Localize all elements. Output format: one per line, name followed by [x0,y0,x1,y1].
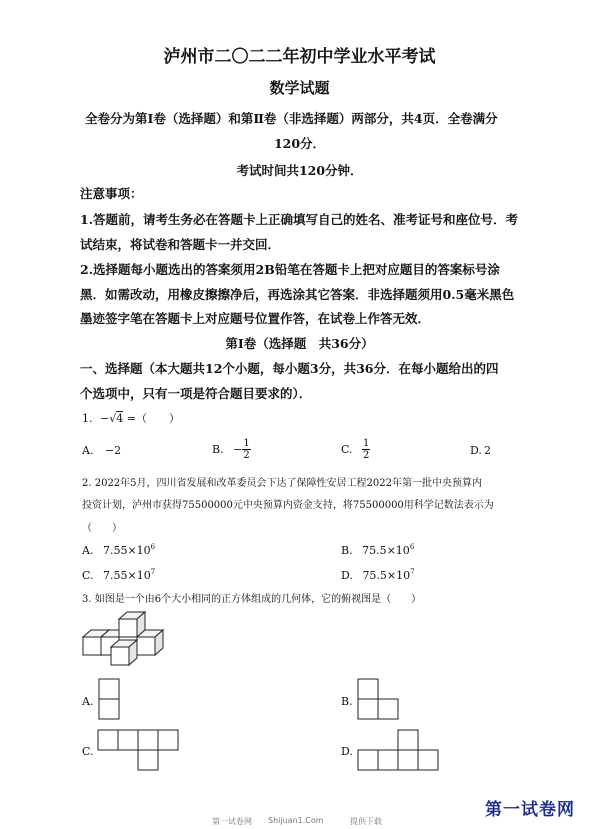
notice-line: 2.选择题每小题选出的答案须用2B铅笔在答题卡上把对应题目的答案标号涂 [80,262,500,277]
option-base: 75.5×10 [362,569,411,582]
option-exponent: 6 [409,543,415,551]
q3-option-c-label: C. [82,745,94,758]
exam-subtitle: 数学试题 [269,79,330,97]
q1-option-c [341,438,370,461]
option-base: 7.55×10 [103,569,151,582]
info-line-2: 120分． [273,136,326,151]
notice-line: 墨迹签字笔在答题卡上对应题号位置作答，在试卷上作答无效． [80,311,431,326]
q3-option-d-figure [357,729,447,775]
question-2-line: 2. 2022年5月，四川省发展和改革委员会下达了保障性安居工程2022年第一批中央预算内 [82,478,482,489]
q3-option-b-label: B. [341,695,353,708]
notice-line: 1.答题前，请考生务必在答题卡上正确填写自己的姓名、准考证号和座位号．考 [80,212,519,227]
numerator: 1 [363,438,370,449]
option-label: A. [82,444,94,457]
question-2-line: 投资计划，泸州市获得75500000元中央预算内资金支持，将75500000用科学记数法表示为 [82,500,494,511]
option-exponent: 7 [410,568,415,576]
fraction [362,438,370,461]
option-sign: − [233,443,243,456]
radicand: 4 [116,412,124,425]
option-base: 7.55×10 [102,544,151,557]
question-number: 1. [82,412,93,425]
option-exponent: 6 [150,543,156,551]
option-base: 75.5×10 [362,544,410,557]
denominator: 2 [363,450,370,461]
q3-option-d-label: D. [341,745,353,758]
notice-line: 试结束，将试卷和答题卡一并交回． [80,237,281,252]
option-exponent: 7 [150,568,156,576]
footer-site-url: Shijuan1.Com [268,816,324,825]
q1-option-b [212,438,251,461]
q2-option-d [341,568,415,582]
option-label: D. [341,569,353,582]
option-label: A. [82,544,94,557]
question-2-line: （ ） [82,523,122,534]
option-value: 2 [483,444,491,457]
cube [111,640,137,665]
exam-title: 泸州市二〇二二年初中学业水平考试 [163,47,436,67]
notice-heading: 注意事项： [80,186,143,201]
option-label: B. [341,544,353,557]
q1-option-a [82,444,121,457]
fraction [242,438,250,461]
option-value: −2 [104,444,122,457]
q2-option-c [82,568,155,582]
footer-download-note: 提供下载 [350,817,382,826]
footer-site-name: 第一试卷网 [212,817,252,826]
info-line-3: 考试时间共120分钟． [236,163,363,178]
numerator: 1 [243,438,250,449]
q1-option-d [470,444,491,457]
q2-option-b [341,543,414,557]
option-label: D. [470,444,482,457]
q3-option-b-figure [357,678,407,722]
question-stem: =（ ） [126,412,180,425]
q3-option-a-label: A. [82,695,94,708]
part1-heading: 第Ⅰ卷（选择题 共36分） [225,336,374,351]
radical-sign: √ [109,412,117,425]
q3-option-a-figure [98,678,123,722]
brand-logo: 第一试卷网 [485,800,575,820]
cube-solid-figure [80,610,190,670]
question-3: 3. 如图是一个由6个大小相同的正方体组成的几何体，它的俯视图是（ ） [82,594,422,605]
info-line-1: 全卷分为第Ⅰ卷（选择题）和第Ⅱ卷（非选择题）两部分，共4页．全卷满分 [85,111,498,126]
cube [137,630,163,655]
option-label: C. [82,569,94,582]
q2-option-a [82,543,155,557]
part1-instruction-2: 个选项中，只有一项是符合题目要求的）． [80,386,312,401]
question-1 [82,410,180,426]
part1-instruction-1: 一、选择题（本大题共12个小题，每小题3分，共36分．在每小题给出的四 [80,361,499,376]
option-label: C. [341,443,353,456]
negative-sign: − [100,412,110,425]
denominator: 2 [243,450,250,461]
q3-option-c-figure [97,729,187,775]
option-label: B. [212,443,224,456]
notice-line: 黑．如需改动，用橡皮擦擦净后，再选涂其它答案．非选择题须用0.5毫米黑色 [80,287,515,302]
